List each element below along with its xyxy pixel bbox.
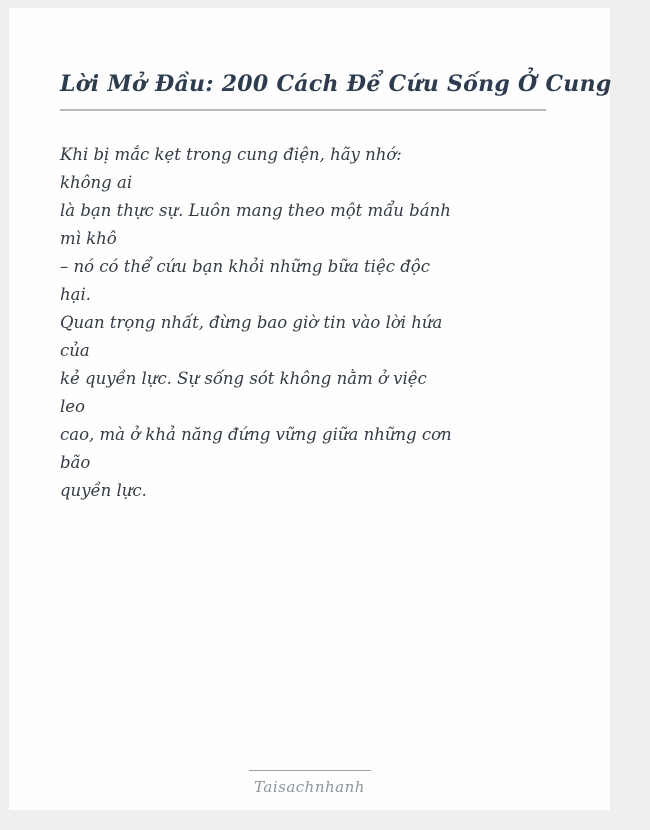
page-footer [9, 770, 610, 796]
footer-brand: Taisachnhanh [254, 778, 365, 796]
body-line: không ai [60, 173, 133, 192]
document-page [9, 8, 610, 810]
body-line: là bạn thực sự. Luôn mang theo một mẩu bánh [60, 201, 451, 220]
body-line: hại. [60, 285, 91, 304]
body-line: Quan trọng nhất, đừng bao giờ tin vào lời hứa [60, 313, 443, 332]
footer-divider [249, 770, 371, 771]
body-line: bão [60, 453, 91, 472]
body-line: leo [60, 397, 85, 416]
title-divider [60, 109, 546, 111]
body-line: của [60, 341, 90, 360]
body-line: – nó có thể cứu bạn khỏi những bữa tiệc độc [60, 257, 430, 276]
body-line: kẻ quyền lực. Sự sống sót không nằm ở việc [60, 369, 427, 388]
page-title: Lời Mở Đầu: 200 Cách Để Cứu Sống Ở Cung [60, 71, 612, 97]
body-text [60, 141, 565, 505]
body-line: cao, mà ở khả năng đứng vững giữa những cơn [60, 425, 452, 444]
body-line: quyền lực. [60, 481, 147, 500]
body-line: Khi bị mắc kẹt trong cung điện, hãy nhớ: [60, 145, 402, 164]
body-line: mì khô [60, 229, 117, 248]
